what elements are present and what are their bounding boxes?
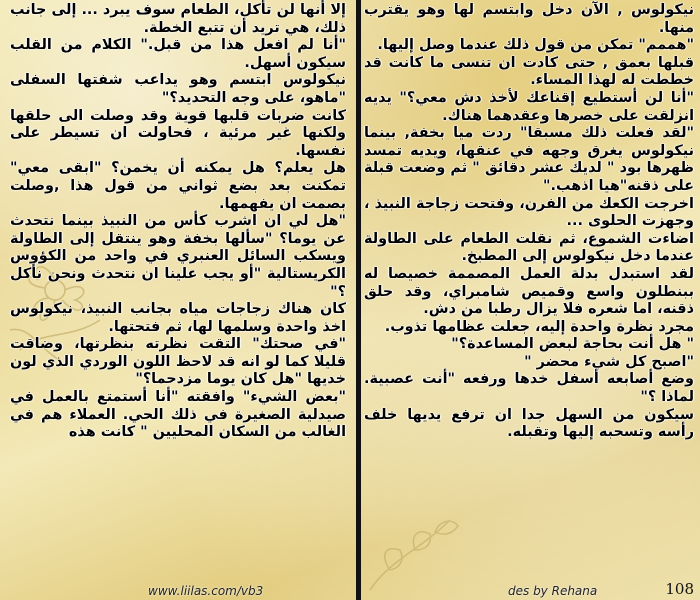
paragraph: "هممم" تمكن من قول ذلك عندما وصل إليها. xyxy=(377,37,694,54)
left-text-column xyxy=(10,2,346,600)
paragraph: وضع أصابعه أسفل خدها ورفعه "أنت عصبية. لماذا ؟" xyxy=(364,371,694,406)
paragraph: قبلها بعمق , حتى كادت ان تنسى ما كانت قد خططت له لهذا المساء. xyxy=(364,54,694,89)
paragraph: " هل أنت بحاجة لبعض المساعدة؟" xyxy=(451,336,694,353)
paragraph: "في صحتك" التقت نظرته بنظرتها، وضاقت قليلا كما لو انه قد لاحظ اللون الوردي الذي لون خديها "هل كان يوما مزدحما؟" xyxy=(10,336,346,388)
paragraph: "هل لي ان اشرب كأس من النبيذ بينما نتحدث عن يوما؟ "سألها بخفة وهو ينتقل إلى الطاولة ويسكب السائل العنبري في واحد من الكؤوس الكريستالية "أو يجب علينا ان نتحدث ونحن نأكل ؟" xyxy=(10,213,346,300)
paragraph: سيكون من السهل جدا ان ترفع يديها خلف رأسه وتسحبه إليها وتقبله. xyxy=(364,406,694,441)
paragraph: نيكولوس ابتسم وهو يداعب شفتها السفلى "ماهو، على وجه التحديد؟" xyxy=(10,72,346,106)
paragraph: كان هناك زجاجات مياه بجانب النبيذ، نيكولوس اخذ واحدة وسلمها لها، ثم فتحتها. xyxy=(10,301,346,335)
paragraph: "بعض الشيء" وافقته "أنا أستمتع بالعمل في صيدلية الصغيرة في ذلك الحي. العملاء هم في الغالب من السكان المحليين " كانت هذه xyxy=(10,389,346,441)
page-number: 108 xyxy=(665,580,694,598)
paragraph: "أنا لم افعل هذا من قبل." الكلام من القلب سيكون أسهل. xyxy=(10,37,346,71)
paragraph: اخرجت الكعك من الفرن، وفتحت زجاجة النبيذ ، وجهزت الحلوى ... xyxy=(364,195,694,230)
paragraph: مجرد نظرة واحدة إليه، جعلت عظامها تذوب. xyxy=(384,318,694,335)
designer-credit: des by Rehana xyxy=(508,584,598,598)
paragraph: "اصبح كل شيء محضر " xyxy=(524,353,694,370)
paragraph: اضاءت الشموع، ثم نقلت الطعام على الطاولة عندما دخل نيكولوس إلى المطبخ. xyxy=(364,230,694,265)
site-url: www.liilas.com/vb3 xyxy=(148,584,264,598)
paragraph: كانت ضربات قلبها قوية وقد وصلت الى حلقها ولكنها غير مرئية ، فحاولت ان تسيطر على نفسها. xyxy=(10,107,346,159)
right-text-column xyxy=(364,2,694,600)
paragraph: "أنا لن أستطيع إقناعك لأخذ دش معي؟" يديه انزلقت على خصرها وعقدهما هناك. xyxy=(364,89,694,124)
paragraph: إلا أنها لن تأكل، الطعام سوف يبرد ... إلى جانب ذلك، هي تريد أن تتبع الخطة. xyxy=(10,2,346,36)
paragraph: لقد استبدل بدلة العمل المصممة خصيصا له ببنطلون واسع وقميص شامبراي، وقد حلق ذقنه، اما شعره فلا يزال رطبا من دش. xyxy=(364,265,694,318)
column-divider xyxy=(356,0,361,600)
paragraph: "لقد فعلت ذلك مسبقا" ردت ميا بخفة, بينما نيكولوس يغرق وجهه في عنقها، ويديه تمسد ظهرها بود " لديك عشر دقائق " ثم وضعت قبلة على ذقنه"هيا اذهب." xyxy=(364,125,694,194)
paragraph: هل يعلم؟ هل يمكنه أن يخمن؟ "ابقى معي" تمكنت بعد بضع ثواني من قول هذا ,وصلت بصمت ان يفهمها. xyxy=(10,160,346,212)
paragraph: نيكولوس , الآن دخل وابتسم لها وهو يقترب منها. xyxy=(364,2,694,36)
